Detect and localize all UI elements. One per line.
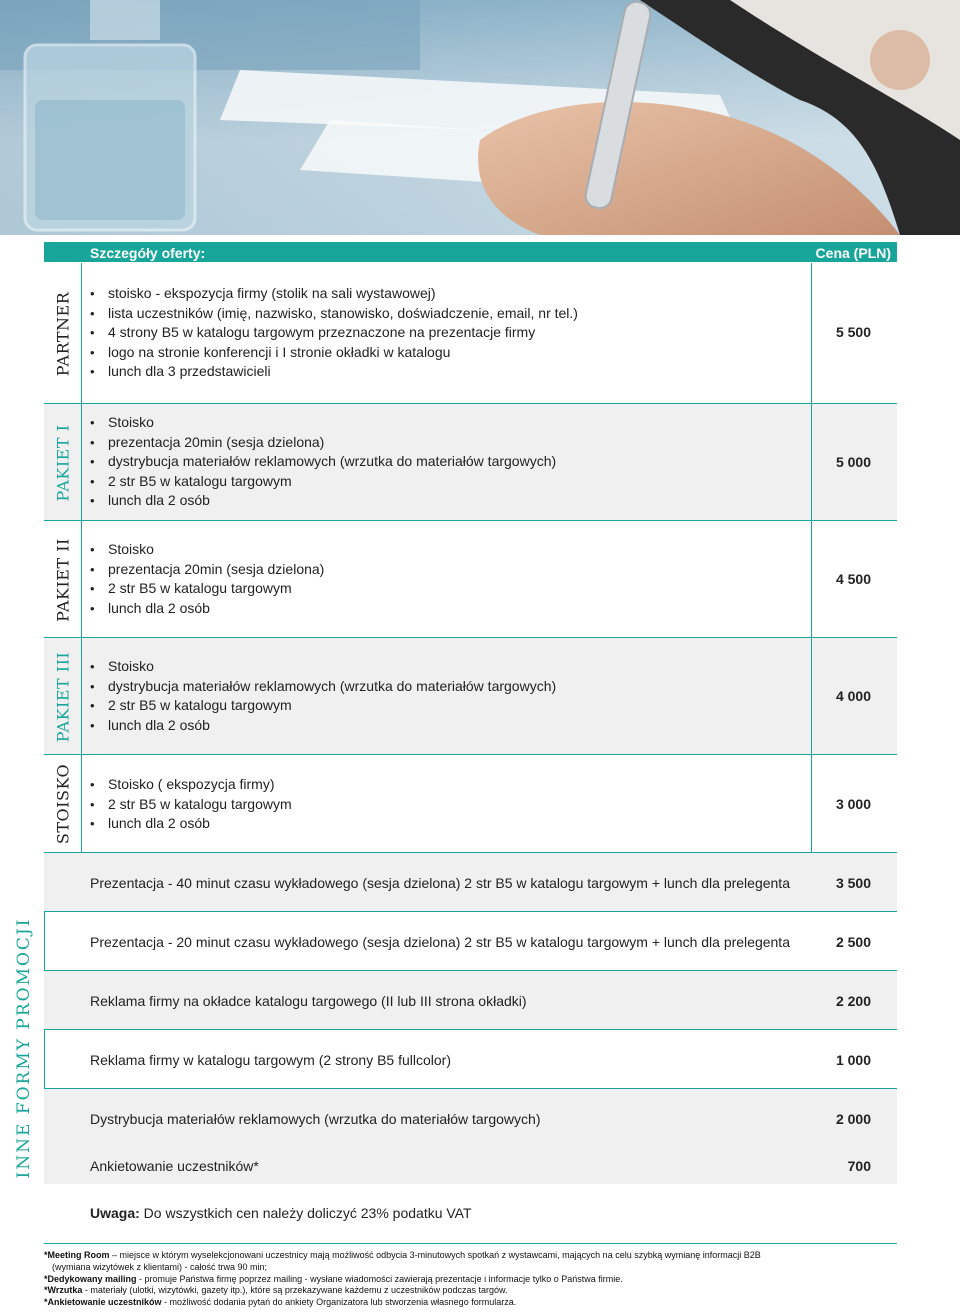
package-price: 5 000 xyxy=(835,454,871,470)
other-promotion-label: INNE FORMY PROMOCJI xyxy=(14,917,34,1179)
package-row-partner xyxy=(44,263,897,404)
list-item: • dystrybucja materiałów reklamowych (wrzutka do materiałów targowych) xyxy=(90,677,556,697)
list-item: • 4 strony B5 w katalogu targowym przeznaczone na prezentacje firmy xyxy=(90,323,578,343)
package-label-pakiet-1: PAKIET I xyxy=(44,404,82,521)
footnote: *Ankietowanie uczestników - możliwość dodania pytań do ankiety Organizatora lub stworzenia własnego formularza. xyxy=(44,1297,517,1308)
package-items xyxy=(90,657,556,735)
promo-text: Dystrybucja materiałów reklamowych (wrzutka do materiałów targowych) xyxy=(90,1111,541,1127)
promo-text: Reklama firmy na okładce katalogu targowego (II lub III strona okładki) xyxy=(90,993,527,1009)
list-item: • prezentacja 20min (sesja dzielona) xyxy=(90,433,556,453)
footnote: *Dedykowany mailing - promuje Państwa firmę poprzez mailing - wysłane wiadomości zawierają prezentacje i informacje tylko o Państwa firmie. xyxy=(44,1273,623,1284)
package-label-pakiet-3: PAKIET III xyxy=(44,638,82,755)
list-item: • 2 str B5 w katalogu targowym xyxy=(90,795,292,815)
promo-row xyxy=(44,912,897,971)
promo-row xyxy=(44,971,897,1030)
list-item: • Stoisko xyxy=(90,540,324,560)
package-price: 4 000 xyxy=(835,688,871,704)
package-items xyxy=(90,284,578,382)
list-item: • prezentacja 20min (sesja dzielona) xyxy=(90,560,324,580)
list-item: • lunch dla 3 przedstawicieli xyxy=(90,362,578,382)
price-column-title: Cena (PLN) xyxy=(815,245,891,261)
list-item: • lunch dla 2 osób xyxy=(90,599,324,619)
package-label-partner: PARTNER xyxy=(44,263,82,404)
package-label-pakiet-2: PAKIET II xyxy=(44,521,82,638)
promo-text: Reklama firmy w katalogu targowym (2 strony B5 fullcolor) xyxy=(90,1052,452,1068)
presentation-40-price: 3 500 xyxy=(835,875,871,891)
hero-photo xyxy=(0,0,960,235)
promo-row xyxy=(44,1089,897,1148)
promo-row xyxy=(44,1030,897,1089)
vat-note xyxy=(90,1205,472,1221)
package-items xyxy=(90,540,324,618)
promo-row xyxy=(44,1148,897,1184)
list-item: • lunch dla 2 osób xyxy=(90,814,292,834)
footnote: *Meeting Room – miejsce w którym wyselekcjonowani uczestnicy mają możliwość odbycia 3-minutowych spotkań z wystawcami, mających na celu szybką wymianę informacji B2B xyxy=(44,1250,761,1260)
package-label-stoisko: STOISKO xyxy=(44,755,82,853)
offer-details-title: Szczegóły oferty: xyxy=(90,245,206,261)
presentation-40-row xyxy=(44,853,897,912)
list-item: • lunch dla 2 osób xyxy=(90,716,556,736)
promo-text: Prezentacja - 20 minut czasu wykładowego (sesja dzielona) 2 str B5 w katalogu targowym + lunch dla prelegenta xyxy=(90,934,790,950)
list-item: • 2 str B5 w katalogu targowym xyxy=(90,472,556,492)
presentation-40-text: Prezentacja - 40 minut czasu wykładowego (sesja dzielona) 2 str B5 w katalogu targowym + lunch dla prelegenta xyxy=(90,875,790,891)
list-item: • lista uczestników (imię, nazwisko, stanowisko, doświadczenie, email, nr tel.) xyxy=(90,304,578,324)
package-row-pakiet-1 xyxy=(44,404,897,521)
package-row-stoisko xyxy=(44,755,897,853)
package-price: 5 500 xyxy=(835,324,871,340)
hero-illustration xyxy=(0,0,960,235)
vat-note-text: Do wszystkich cen należy doliczyć 23% podatku VAT xyxy=(139,1205,472,1221)
list-item: • stoisko - ekspozycja firmy (stolik na sali wystawowej) xyxy=(90,284,578,304)
list-item: • Stoisko xyxy=(90,657,556,677)
package-price: 3 000 xyxy=(835,796,871,812)
promo-price: 2 500 xyxy=(835,934,871,950)
promo-price: 1 000 xyxy=(835,1052,871,1068)
offer-header-bar xyxy=(44,242,897,262)
list-item: • Stoisko xyxy=(90,413,556,433)
list-item: • 2 str B5 w katalogu targowym xyxy=(90,579,324,599)
package-row-pakiet-3 xyxy=(44,638,897,755)
vat-note-label: Uwaga: xyxy=(90,1205,140,1221)
package-items xyxy=(90,413,556,511)
list-item: • Stoisko ( ekspozycja firmy) xyxy=(90,775,292,795)
package-row-pakiet-2 xyxy=(44,521,897,638)
promo-text: Ankietowanie uczestników* xyxy=(90,1158,259,1174)
package-items xyxy=(90,775,292,834)
list-item: • 2 str B5 w katalogu targowym xyxy=(90,696,556,716)
list-item: • dystrybucja materiałów reklamowych (wrzutka do materiałów targowych) xyxy=(90,452,556,472)
promo-price: 2 200 xyxy=(835,993,871,1009)
footnote: *Wrzutka - materiały (ulotki, wizytówki, gazety itp.), które są przekazywane każdemu z uczestników podczas targów. xyxy=(44,1285,508,1296)
footnote: (wymiana wizytówek z klientami) - całość trwa 90 min; xyxy=(52,1261,268,1272)
list-item: • lunch dla 2 osób xyxy=(90,491,556,511)
package-price: 4 500 xyxy=(835,571,871,587)
divider xyxy=(44,1243,897,1244)
promo-price: 2 000 xyxy=(835,1111,871,1127)
footnotes xyxy=(44,1250,897,1309)
list-item: • logo na stronie konferencji i I stronie okładki w katalogu xyxy=(90,343,578,363)
promo-price: 700 xyxy=(847,1158,871,1174)
